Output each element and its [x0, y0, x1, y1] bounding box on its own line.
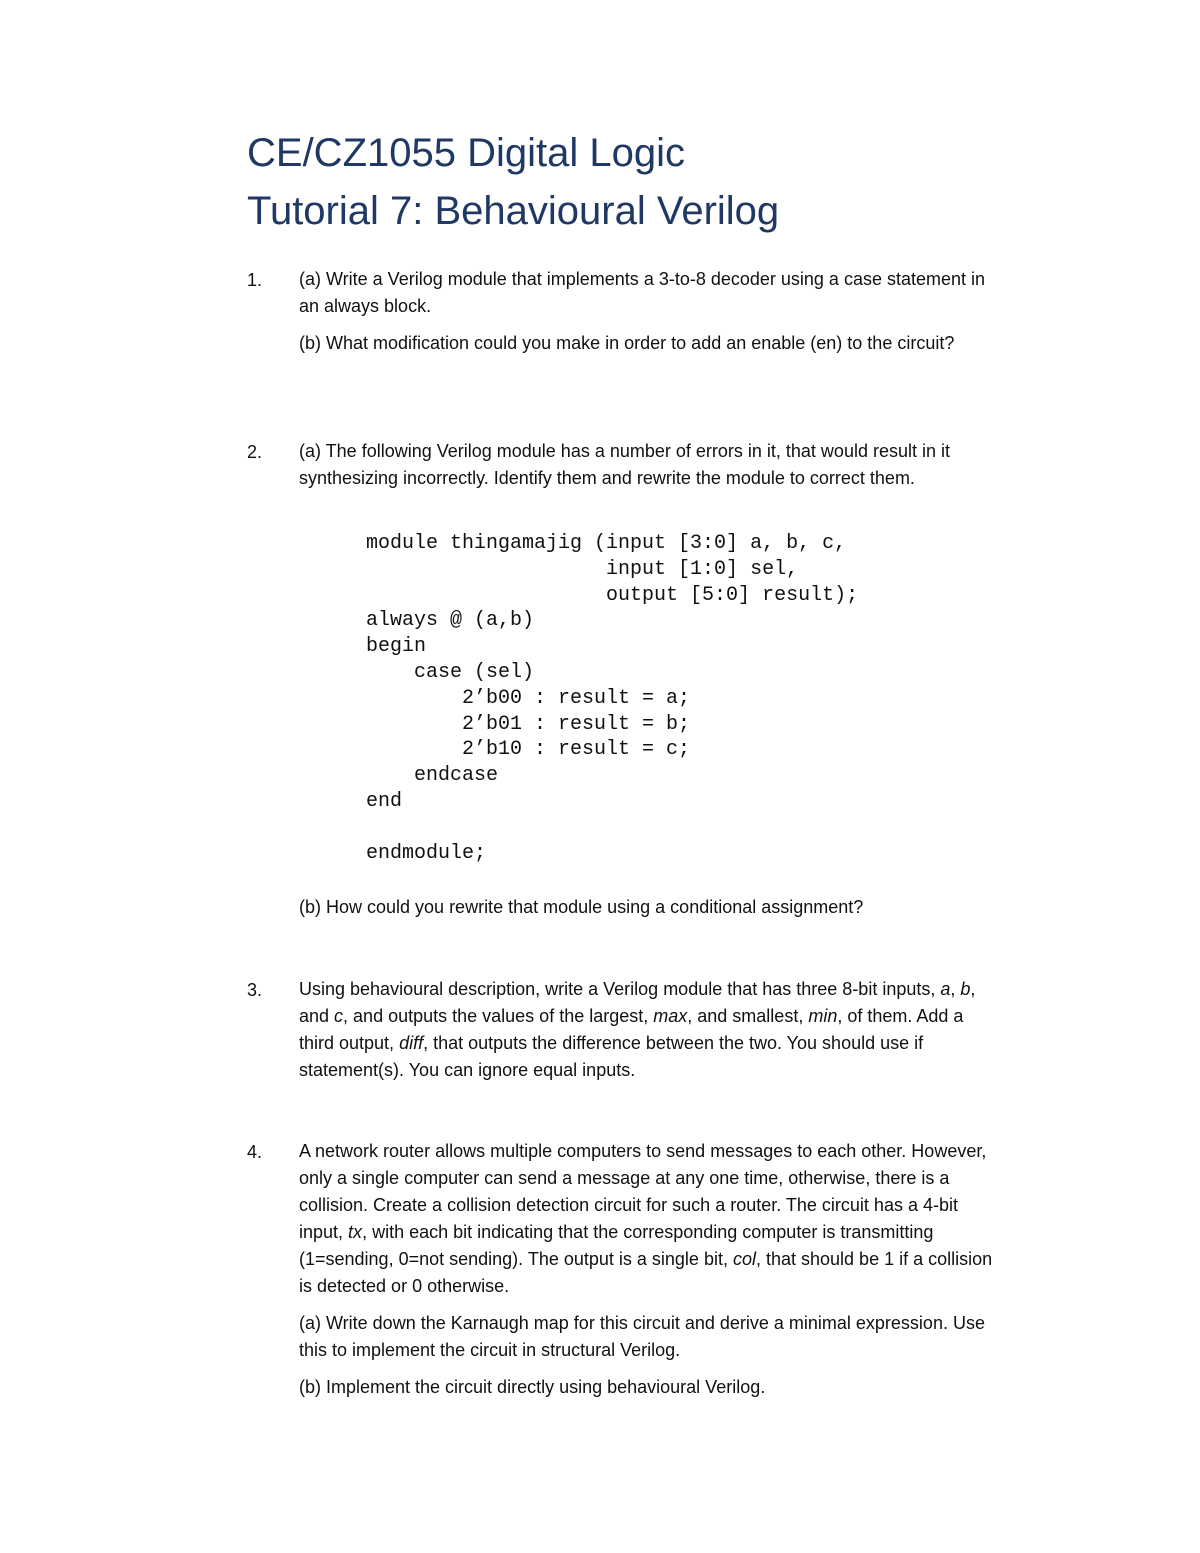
question-1 — [299, 266, 999, 357]
question-4-part-b: (b) Implement the circuit directly using behavioural Verilog. — [299, 1377, 766, 1397]
document-subtitle: Tutorial 7: Behavioural Verilog — [247, 189, 780, 233]
question-3-number: 3. — [247, 980, 263, 1000]
code-line: begin — [366, 635, 427, 659]
code-line: 2’b00 : result = a; — [366, 686, 691, 710]
var-min: min — [808, 1006, 838, 1026]
code-line: endmodule; — [366, 841, 487, 865]
var-a: a — [940, 979, 951, 999]
var-b: b — [960, 979, 971, 999]
question-1-part-b: (b) What modification could you make in order to add an enable (en) to the circuit? — [299, 333, 955, 353]
var-max: max — [653, 1006, 688, 1026]
code-line: endcase — [366, 764, 499, 788]
var-tx: tx — [348, 1222, 363, 1242]
question-3: Using behavioural description, write a Verilog module that has three 8-bit inputs, a, b, and c, and outputs the values of the largest, max, and smallest, min, of them. Add a third output, diff, that outputs the difference between the two. You should use if statement(s). You can ignore equal inputs. — [299, 979, 976, 1080]
code-line: 2’b10 : result = c; — [366, 738, 691, 762]
var-col: col — [732, 1249, 756, 1269]
code-line: case (sel) — [366, 660, 535, 684]
code-line: always @ (a,b) — [366, 609, 535, 633]
question-4 — [299, 1138, 999, 1401]
var-diff: diff — [399, 1033, 424, 1053]
code-line: input [1:0] sel, — [366, 557, 799, 581]
question-1-part-a: (a) Write a Verilog module that implements a 3-to-8 decoder using a case statement in an always block. — [299, 269, 986, 316]
code-line: output [5:0] result); — [366, 583, 859, 607]
verilog-code-block — [366, 531, 858, 866]
document-title: CE/CZ1055 Digital Logic — [247, 131, 685, 175]
question-2-number: 2. — [247, 442, 263, 462]
question-4-intro: A network router allows multiple computers to send messages to each other. However, only a single computer can send a message at any one time, otherwise, there is a collision. Create a collision detection circuit for such a router. The circuit has a 4-bit input, tx, with each bit indicating that the corresponding computer is transmitting (1=sending, 0=not sending). The output is a single bit, col, that should be 1 if a collision is detected or 0 otherwise. — [299, 1141, 993, 1296]
question-4-part-a: (a) Write down the Karnaugh map for this circuit and derive a minimal expression. Use this to implement the circuit in structural Verilog. — [299, 1313, 985, 1360]
question-2-part-a: (a) The following Verilog module has a number of errors in it, that would result in it synthesizing incorrectly. Identify them and rewrite the module to correct them. — [299, 441, 950, 488]
question-1-number: 1. — [247, 270, 263, 290]
code-line: end — [366, 789, 403, 813]
question-4-number: 4. — [247, 1142, 263, 1162]
question-2-part-b: (b) How could you rewrite that module using a conditional assignment? — [299, 897, 864, 917]
var-c: c — [334, 1006, 344, 1026]
code-line: 2’b01 : result = b; — [366, 712, 691, 736]
code-line: module thingamajig (input [3:0] a, b, c, — [366, 532, 847, 555]
